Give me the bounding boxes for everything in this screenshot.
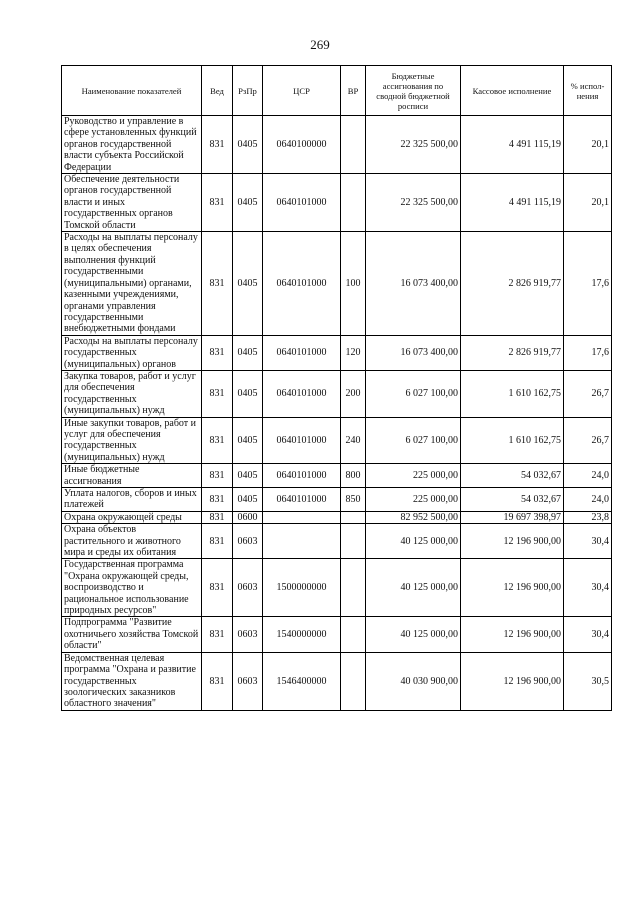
cell-vr <box>341 652 366 710</box>
cell-name: Иные бюджетные ассигнования <box>62 464 202 488</box>
cell-ved: 831 <box>202 232 233 336</box>
table-row <box>62 617 612 652</box>
cell-vr: 120 <box>341 335 366 370</box>
budget-table <box>61 65 612 711</box>
cell-cash: 12 196 900,00 <box>461 559 564 617</box>
table-header-row <box>62 66 612 116</box>
table-row <box>62 174 612 232</box>
table-row <box>62 559 612 617</box>
cell-csr: 0640101000 <box>263 335 341 370</box>
table-row <box>62 335 612 370</box>
cell-csr: 1546400000 <box>263 652 341 710</box>
cell-assign: 6 027 100,00 <box>366 370 461 417</box>
header-ved: Вед <box>202 66 233 116</box>
cell-assign: 22 325 500,00 <box>366 116 461 174</box>
cell-csr <box>263 524 341 559</box>
cell-cash: 1 610 162,75 <box>461 417 564 464</box>
cell-rzpr: 0603 <box>233 617 263 652</box>
cell-vr <box>341 524 366 559</box>
cell-assign: 40 125 000,00 <box>366 524 461 559</box>
cell-ved: 831 <box>202 617 233 652</box>
table-row <box>62 488 612 512</box>
cell-assign: 225 000,00 <box>366 488 461 512</box>
cell-pct: 24,0 <box>564 464 612 488</box>
cell-pct: 24,0 <box>564 488 612 512</box>
cell-vr <box>341 116 366 174</box>
cell-ved: 831 <box>202 559 233 617</box>
cell-name: Руководство и управление в сфере установленных функций органов государственной власти субъекта Российской Федерации <box>62 116 202 174</box>
cell-cash: 4 491 115,19 <box>461 116 564 174</box>
cell-ved: 831 <box>202 652 233 710</box>
cell-csr <box>263 511 341 523</box>
cell-ved: 831 <box>202 488 233 512</box>
cell-rzpr: 0405 <box>233 116 263 174</box>
cell-rzpr: 0603 <box>233 524 263 559</box>
cell-vr: 240 <box>341 417 366 464</box>
cell-rzpr: 0600 <box>233 511 263 523</box>
cell-csr: 0640101000 <box>263 464 341 488</box>
cell-ved: 831 <box>202 524 233 559</box>
cell-name: Иные закупки товаров, работ и услуг для обеспечения государственных (муниципальных) нужд <box>62 417 202 464</box>
cell-cash: 54 032,67 <box>461 464 564 488</box>
cell-vr <box>341 617 366 652</box>
cell-ved: 831 <box>202 511 233 523</box>
table-row <box>62 464 612 488</box>
cell-assign: 225 000,00 <box>366 464 461 488</box>
cell-name: Уплата налогов, сборов и иных платежей <box>62 488 202 512</box>
header-cash: Кассовое исполнение <box>461 66 564 116</box>
cell-cash: 2 826 919,77 <box>461 232 564 336</box>
cell-vr <box>341 174 366 232</box>
cell-name: Расходы на выплаты персоналу государственных (муниципальных) органов <box>62 335 202 370</box>
cell-csr: 0640101000 <box>263 174 341 232</box>
table-row <box>62 417 612 464</box>
cell-name: Охрана объектов растительного и животного мира и среды их обитания <box>62 524 202 559</box>
header-name: Наименование показателей <box>62 66 202 116</box>
cell-csr: 0640101000 <box>263 488 341 512</box>
cell-name: Обеспечение деятельности органов государственной власти и иных государственных органов Томской области <box>62 174 202 232</box>
cell-cash: 2 826 919,77 <box>461 335 564 370</box>
table-row <box>62 116 612 174</box>
cell-assign: 16 073 400,00 <box>366 335 461 370</box>
header-pct: % испол-нения <box>564 66 612 116</box>
page-number: 269 <box>310 37 330 52</box>
cell-rzpr: 0405 <box>233 335 263 370</box>
cell-vr: 100 <box>341 232 366 336</box>
cell-vr <box>341 559 366 617</box>
table-row <box>62 524 612 559</box>
table-row <box>62 232 612 336</box>
cell-csr: 1500000000 <box>263 559 341 617</box>
cell-rzpr: 0405 <box>233 174 263 232</box>
cell-assign: 22 325 500,00 <box>366 174 461 232</box>
cell-cash: 12 196 900,00 <box>461 617 564 652</box>
cell-rzpr: 0603 <box>233 652 263 710</box>
cell-ved: 831 <box>202 417 233 464</box>
cell-pct: 30,4 <box>564 559 612 617</box>
cell-ved: 831 <box>202 464 233 488</box>
header-assign: Бюджетные ассигнования по сводной бюджетной росписи <box>366 66 461 116</box>
cell-pct: 26,7 <box>564 370 612 417</box>
cell-vr <box>341 511 366 523</box>
cell-csr: 0640101000 <box>263 417 341 464</box>
header-csr: ЦСР <box>263 66 341 116</box>
table-row <box>62 652 612 710</box>
cell-name: Государственная программа "Охрана окружающей среды, воспроизводство и рациональное использование природных ресурсов" <box>62 559 202 617</box>
cell-csr: 1540000000 <box>263 617 341 652</box>
cell-pct: 17,6 <box>564 335 612 370</box>
cell-csr: 0640101000 <box>263 370 341 417</box>
cell-ved: 831 <box>202 370 233 417</box>
cell-cash: 4 491 115,19 <box>461 174 564 232</box>
cell-ved: 831 <box>202 335 233 370</box>
cell-pct: 26,7 <box>564 417 612 464</box>
table-row <box>62 511 612 523</box>
cell-pct: 23,8 <box>564 511 612 523</box>
cell-rzpr: 0405 <box>233 370 263 417</box>
cell-pct: 30,4 <box>564 617 612 652</box>
cell-assign: 6 027 100,00 <box>366 417 461 464</box>
header-vr: ВР <box>341 66 366 116</box>
cell-pct: 30,4 <box>564 524 612 559</box>
cell-assign: 40 125 000,00 <box>366 617 461 652</box>
cell-rzpr: 0405 <box>233 464 263 488</box>
cell-cash: 19 697 398,97 <box>461 511 564 523</box>
header-rzpr: РзПр <box>233 66 263 116</box>
cell-cash: 54 032,67 <box>461 488 564 512</box>
cell-pct: 20,1 <box>564 174 612 232</box>
cell-pct: 17,6 <box>564 232 612 336</box>
cell-cash: 12 196 900,00 <box>461 652 564 710</box>
cell-ved: 831 <box>202 116 233 174</box>
cell-vr: 200 <box>341 370 366 417</box>
cell-csr: 0640100000 <box>263 116 341 174</box>
cell-ved: 831 <box>202 174 233 232</box>
cell-vr: 850 <box>341 488 366 512</box>
cell-name: Ведомственная целевая программа "Охрана и развитие государственных зоологических заказников областного значения" <box>62 652 202 710</box>
cell-assign: 16 073 400,00 <box>366 232 461 336</box>
table-row <box>62 370 612 417</box>
cell-vr: 800 <box>341 464 366 488</box>
cell-assign: 40 125 000,00 <box>366 559 461 617</box>
cell-assign: 82 952 500,00 <box>366 511 461 523</box>
cell-rzpr: 0405 <box>233 232 263 336</box>
cell-rzpr: 0405 <box>233 488 263 512</box>
cell-rzpr: 0603 <box>233 559 263 617</box>
cell-rzpr: 0405 <box>233 417 263 464</box>
cell-pct: 20,1 <box>564 116 612 174</box>
cell-pct: 30,5 <box>564 652 612 710</box>
cell-name: Расходы на выплаты персоналу в целях обеспечения выполнения функций государственными (муниципальными) органами, казенными учреждениями, органами управления государственными внебюджетными фондами <box>62 232 202 336</box>
cell-csr: 0640101000 <box>263 232 341 336</box>
cell-assign: 40 030 900,00 <box>366 652 461 710</box>
cell-name: Закупка товаров, работ и услуг для обеспечения государственных (муниципальных) нужд <box>62 370 202 417</box>
cell-cash: 1 610 162,75 <box>461 370 564 417</box>
cell-name: Охрана окружающей среды <box>62 511 202 523</box>
cell-cash: 12 196 900,00 <box>461 524 564 559</box>
cell-name: Подпрограмма "Развитие охотничьего хозяйства Томской области" <box>62 617 202 652</box>
